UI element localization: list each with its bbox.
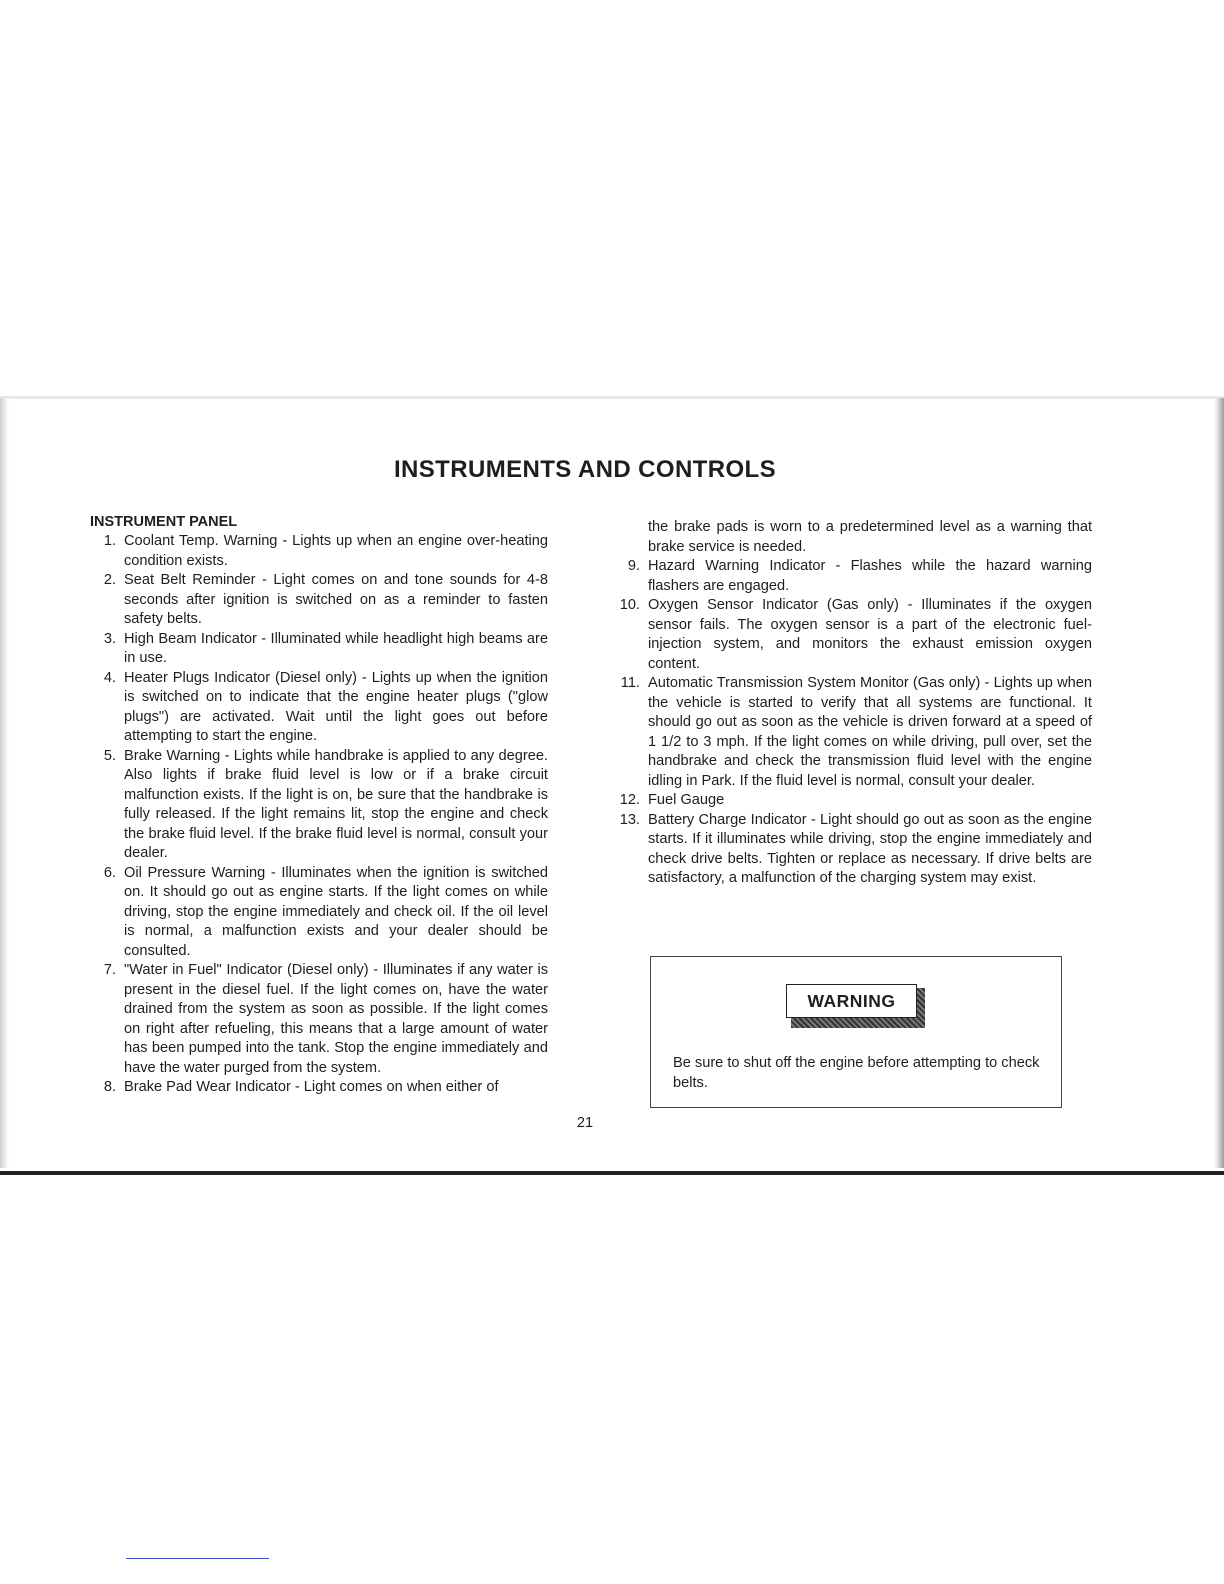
list-item bbox=[614, 596, 1092, 674]
item-number: 2. bbox=[103, 572, 116, 588]
list-item bbox=[614, 557, 1092, 596]
item-text: Brake Pad Wear Indicator - Light comes on when either of bbox=[124, 1079, 499, 1095]
item-text: Brake Warning - Lights while handbrake is applied to any degree. Also lights if brake fluid level is low or if a brake circuit malfunction exists. If the light is on, be sure that the handbrake is fully released. If the light remains lit, stop the engine and check the brake fluid level. If the brake fluid level is normal, consult your dealer. bbox=[124, 747, 548, 861]
item-number: 5. bbox=[103, 747, 116, 764]
page-title: INSTRUMENTS AND CONTROLS bbox=[393, 456, 777, 483]
item-text: Seat Belt Reminder - Light comes on and tone sounds for 4-8 seconds after ignition is switched on as a reminder to fasten safety belts. bbox=[124, 572, 548, 627]
list-item bbox=[614, 791, 1092, 811]
item-number: 3. bbox=[103, 630, 116, 647]
item-text: Fuel Gauge bbox=[648, 792, 725, 808]
list-item bbox=[90, 864, 548, 962]
item-number: 4. bbox=[103, 669, 116, 686]
item-number: 8. bbox=[103, 1079, 116, 1095]
item-text: Oil Pressure Warning - Illuminates when the ignition is switched on. It should go out as engine starts. If the light comes on while driving, stop the engine immediately and check oil. If the oil level is normal, a malfunction exists and your dealer should be consulted. bbox=[124, 864, 548, 959]
item-text: Heater Plugs Indicator (Diesel only) - Lights up when the ignition is switched on to indicate that the engine heater plugs ("glow plugs") are activated. Wait until the light goes out before attempting to start the engine. bbox=[124, 669, 548, 744]
left-column bbox=[90, 532, 548, 1098]
list-item bbox=[614, 674, 1092, 791]
warning-badge bbox=[786, 984, 924, 1026]
page-left-binding-edge bbox=[0, 398, 9, 1168]
page-top-edge bbox=[0, 396, 1224, 399]
list-item bbox=[90, 961, 548, 1078]
item-number: 12. bbox=[619, 792, 640, 808]
list-item bbox=[90, 571, 548, 630]
item-number: 11. bbox=[620, 675, 640, 691]
page-right-edge bbox=[1214, 398, 1224, 1168]
page-bottom-rule bbox=[0, 1171, 1224, 1175]
list-item bbox=[90, 1078, 548, 1098]
right-column bbox=[614, 518, 1092, 889]
list-item bbox=[90, 669, 548, 747]
warning-box bbox=[650, 956, 1062, 1108]
item-text: High Beam Indicator - Illuminated while headlight high beams are in use. bbox=[124, 630, 548, 666]
item-text: Coolant Temp. Warning - Lights up when an engine over-heating condition exists. bbox=[124, 533, 548, 569]
item-8-continuation: the brake pads is worn to a predetermined level as a warning that brake service is needed. bbox=[648, 519, 1092, 555]
page-number: 21 bbox=[576, 1115, 594, 1131]
warning-text: Be sure to shut off the engine before attempting to check belts. bbox=[673, 1055, 1040, 1091]
item-number: 7. bbox=[103, 962, 116, 978]
item-number: 13. bbox=[619, 811, 640, 828]
item-number: 6. bbox=[103, 864, 116, 881]
list-item bbox=[614, 811, 1092, 889]
list-item bbox=[90, 532, 548, 571]
item-text: Hazard Warning Indicator - Flashes while the hazard warning flashers are engaged. bbox=[648, 558, 1092, 594]
item-text: "Water in Fuel" Indicator (Diesel only) - Illuminates if any water is present in the diesel fuel. If the light comes on, have the water drained from the system as soon as possible. If the light comes on right after refueling, this means that a large amount of water has been pumped into the tank. Stop the engine immediately and have the water purged from the system. bbox=[124, 962, 548, 1076]
footer-blue-rule bbox=[126, 1558, 269, 1559]
item-text: Oxygen Sensor Indicator (Gas only) - Illuminates if the oxygen sensor fails. The oxygen sensor is a part of the electronic fuel-injection system, and monitors the exhaust emission oxygen content. bbox=[648, 597, 1092, 672]
item-text: Battery Charge Indicator - Light should go out as soon as the engine starts. If it illuminates while driving, stop the engine immediately and check drive belts. Tighten or replace as necessary. If drive belts are satisfactory, a malfunction of the charging system may exist. bbox=[648, 811, 1092, 886]
warning-label: WARNING bbox=[786, 984, 917, 1018]
section-heading: INSTRUMENT PANEL bbox=[90, 514, 238, 530]
list-item bbox=[90, 630, 548, 669]
item-number: 10. bbox=[619, 597, 640, 613]
item-number: 9. bbox=[627, 558, 640, 574]
list-item bbox=[90, 747, 548, 864]
item-text: Automatic Transmission System Monitor (Gas only) - Lights up when the vehicle is started to verify that all systems are functional. It should go out as soon as the vehicle is driven forward at a speed of 1 1/2 to 3 mph. If the light comes on while driving, pull over, set the handbrake and check the transmission fluid level with the engine idling in Park. If the fluid level is normal, consult your dealer. bbox=[648, 675, 1092, 789]
item-number: 1. bbox=[103, 533, 116, 549]
